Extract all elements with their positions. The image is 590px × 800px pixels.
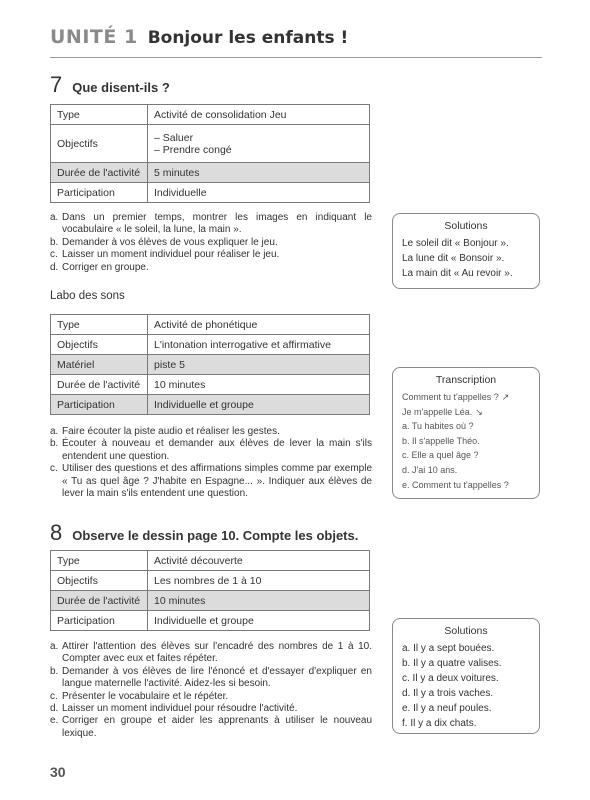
table-row (51, 335, 370, 355)
table-row (51, 125, 370, 163)
step-letter: b. (50, 438, 59, 450)
table-value-cell (148, 315, 370, 335)
activity-title: Que disent-ils ? (72, 80, 170, 95)
transcription-line (393, 448, 539, 463)
step-letter: e. (50, 715, 59, 727)
step-text: Laisser un moment individuel pour réaliser le jeu. (62, 249, 280, 261)
step-letter: b. (50, 236, 59, 248)
activity-8-steps (50, 641, 372, 740)
activity-8-heading (50, 520, 358, 546)
solutions-title: Solutions (444, 220, 488, 232)
table-value-cell (148, 335, 370, 355)
table-key-cell: Objectifs (51, 125, 148, 163)
table-key-cell: Type (51, 105, 148, 125)
table-row (51, 355, 370, 375)
labo-steps (50, 426, 372, 500)
table-key-cell: Durée de l'activité (51, 375, 148, 395)
table-value-cell (148, 551, 370, 571)
table-value-cell (148, 591, 370, 611)
step-letter: a. (50, 212, 59, 223)
table-key-cell: Durée de l'activité (51, 591, 148, 611)
step-letter: a. (50, 641, 59, 652)
table-value-line: 10 minutes (154, 594, 206, 607)
transcription-box (392, 367, 540, 499)
transcription-line (393, 405, 539, 420)
step-text: Présenter le vocabulaire et le répéter. (62, 690, 229, 702)
step-text: Faire écouter la piste audio et réaliser les gestes. (62, 426, 280, 437)
activity-number: 8 (50, 520, 63, 545)
table-row (51, 375, 370, 395)
table-value-cell (148, 183, 370, 203)
activity-8-solutions-box (392, 618, 540, 734)
solutions-title: Solutions (444, 625, 488, 637)
step-letter: c. (50, 249, 58, 261)
table-value-line: Activité de phonétique (154, 318, 258, 331)
table-value-cell (148, 355, 370, 375)
header-rule (50, 57, 542, 58)
table-key-cell: Participation (51, 183, 148, 203)
transcription-text: d. J'ai 10 ans. (402, 464, 458, 475)
table-key-cell: Type (51, 551, 148, 571)
table-value-cell (148, 105, 370, 125)
transcription-line (393, 434, 539, 449)
transcription-title: Transcription (435, 374, 497, 386)
transcription-line (393, 419, 539, 434)
solution-line: f. Il y a dix chats. (402, 718, 477, 729)
table-value-line: piste 5 (154, 358, 185, 371)
solution-line: La lune dit « Bonsoir ». (402, 253, 505, 264)
page-number: 30 (50, 764, 66, 780)
activity-8-table (50, 550, 370, 631)
list-item (50, 426, 372, 438)
table-row (51, 395, 370, 415)
step-text: Demander à vos élèves de vous expliquer le jeu. (62, 236, 278, 248)
table-key-cell: Matériel (51, 355, 148, 375)
step-text: Corriger en groupe et aider les apprenants à utiliser le nouveau lexique. (62, 715, 372, 739)
activity-7-heading (50, 72, 170, 98)
table-row (51, 551, 370, 571)
solution-line: La main dit « Au revoir ». (402, 268, 513, 279)
table-row (51, 571, 370, 591)
transcription-text: Comment tu t'appelles ? (402, 392, 499, 402)
solution-line: e. Il y a neuf poules. (402, 703, 492, 714)
page-header (50, 26, 348, 48)
solution-line: Le soleil dit « Bonjour ». (402, 238, 509, 249)
labo-table (50, 314, 370, 415)
step-letter: d. (50, 261, 59, 273)
activity-title: Observe le dessin page 10. Compte les objets. (72, 528, 359, 543)
table-value-line: 10 minutes (154, 378, 206, 391)
table-value-line: Individuelle et groupe (154, 614, 254, 627)
transcription-line (393, 463, 539, 478)
table-key-cell: Type (51, 315, 148, 335)
table-value-line: Activité découverte (154, 554, 243, 567)
list-item (50, 463, 372, 500)
transcription-line (393, 390, 539, 405)
step-text: Corriger en groupe. (62, 261, 149, 273)
table-value-cell (148, 395, 370, 415)
table-value-line: Activité de consolidation Jeu (154, 108, 287, 121)
table-key-cell: Objectifs (51, 335, 148, 355)
table-row (51, 611, 370, 631)
activity-number: 7 (50, 72, 63, 97)
table-value-cell (148, 571, 370, 591)
table-row (51, 591, 370, 611)
list-item (50, 262, 372, 274)
list-item (50, 666, 372, 691)
transcription-text: b. Il s'appelle Théo. (402, 435, 480, 446)
activity-7-solutions-box (392, 213, 540, 289)
table-key-cell: Participation (51, 611, 148, 631)
step-letter: c. (50, 690, 58, 702)
step-text: Laisser un moment individuel pour résoudre l'activité. (62, 703, 298, 715)
list-item (50, 691, 372, 703)
transcription-line (393, 478, 539, 493)
labo-heading: Labo des sons (50, 290, 125, 302)
step-text: Dans un premier temps, montrer les images en indiquant le vocabulaire « le soleil, la lune, la main ». (62, 212, 372, 236)
step-letter: a. (50, 426, 59, 437)
table-key-cell: Durée de l'activité (51, 163, 148, 183)
step-text: Écouter à nouveau et demander aux élèves de lever la main s'ils entendent une question. (62, 438, 372, 462)
transcription-lines (393, 390, 539, 492)
list-item (50, 438, 372, 463)
table-value-cell (148, 163, 370, 183)
list-item (50, 641, 372, 666)
solution-line: c. Il y a deux voitures. (402, 673, 499, 684)
table-value-line: 5 minutes (154, 166, 200, 179)
unit-title: Bonjour les enfants ! (147, 28, 349, 48)
list-item (50, 212, 372, 237)
step-letter: d. (50, 703, 59, 715)
transcription-text: Je m'appelle Léa. (402, 406, 473, 417)
table-value-cell (148, 375, 370, 395)
intonation-arrow-icon: ↘ (475, 406, 483, 417)
table-key-cell: Objectifs (51, 571, 148, 591)
transcription-text: e. Comment tu t'appelles ? (402, 479, 509, 490)
transcription-text: a. Tu habites où ? (402, 421, 474, 432)
solution-line: d. Il y a trois vaches. (402, 688, 494, 699)
list-item (50, 237, 372, 249)
list-item (50, 703, 372, 715)
step-text: Utiliser des questions et des affirmations simples comme par exemple « Tu as quel âge ? J'habite en Espagne... ». Indiquer aux élèves de lever la main s'ils entendent une question. (62, 463, 372, 500)
transcription-text: c. Elle a quel âge ? (402, 450, 479, 461)
table-value-line: Individuelle (154, 186, 207, 199)
unit-label: UNITÉ 1 (50, 26, 138, 48)
step-letter: b. (50, 665, 59, 677)
table-row (51, 105, 370, 125)
table-key-cell: Participation (51, 395, 148, 415)
step-letter: c. (50, 463, 58, 475)
table-value-line: Individuelle et groupe (154, 398, 254, 411)
step-text: Demander à vos élèves de lire l'énoncé et d'essayer d'expliquer en langue maternelle l'activité. Aidez-les si besoin. (62, 665, 372, 690)
table-value-line: Les nombres de 1 à 10 (154, 574, 262, 587)
table-row (51, 163, 370, 183)
step-text: Attirer l'attention des élèves sur l'encadré des nombres de 1 à 10. Compter avec eux et faites répéter. (62, 641, 372, 665)
table-value-cell (148, 611, 370, 631)
activity-7-steps (50, 212, 372, 274)
table-value-line: – Saluer (154, 131, 194, 144)
list-item (50, 715, 372, 740)
table-value-cell (148, 125, 370, 163)
table-value-line: L'intonation interrogative et affirmative (154, 338, 331, 351)
intonation-arrow-icon: ↗ (501, 392, 510, 402)
list-item (50, 249, 372, 261)
solution-line: a. Il y a sept bouées. (402, 643, 495, 654)
solution-line: b. Il y a quatre valises. (402, 658, 502, 669)
table-row (51, 183, 370, 203)
activity-7-table (50, 104, 370, 203)
table-row (51, 315, 370, 335)
table-value-line: – Prendre congé (154, 143, 232, 156)
